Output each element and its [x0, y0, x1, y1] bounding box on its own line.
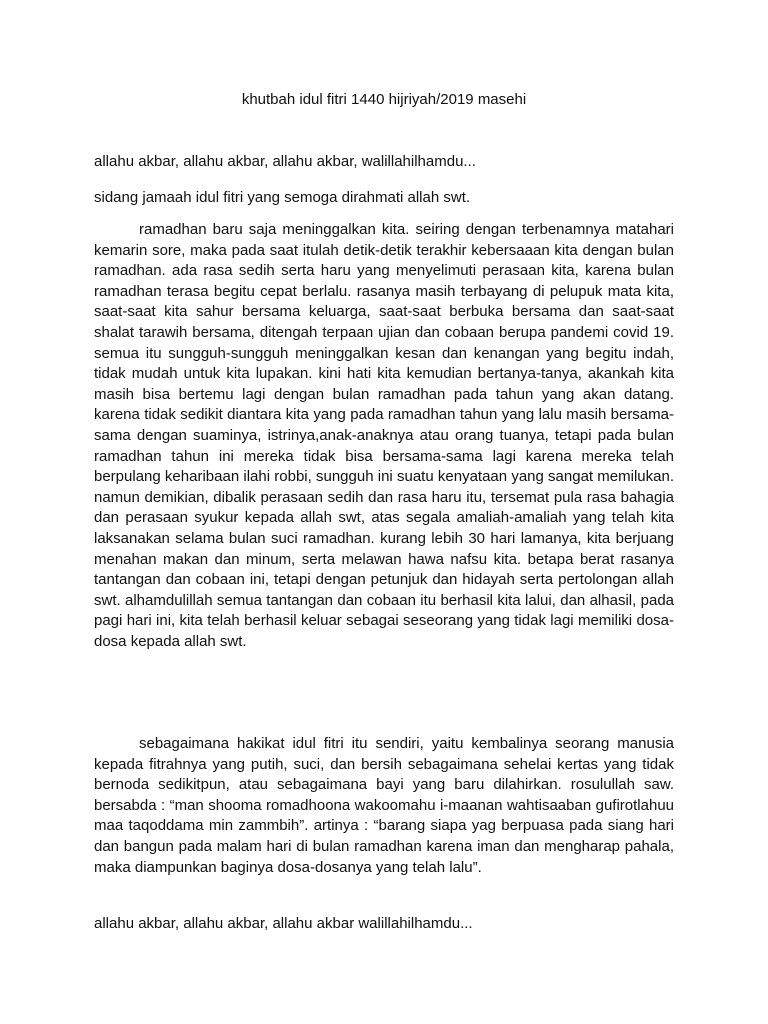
body-paragraph-2: sebagaimana hakikat idul fitri itu sendiri, yaitu kembalinya seorang manusia kepada fitrahnya yang putih, suci, dan bersih sebagaimana sehelai kertas yang tidak bernoda sedikitpun, atau sebagaimana bayi yang baru dilahirkan. rosulullah saw. bersabda : “man shooma romadhoona wakoomahu i-maanan wahtisaaban gufirotlahuu maa taqoddama min zammbih”. artinya : “barang siapa yag berpuasa pada siang hari dan bangun pada malam hari di bulan ramadhan karena iman dan mengharap pahala, maka diampunkan baginya dosa-dosanya yang telah lalu”.: [94, 735, 674, 876]
takbir-closing: allahu akbar, allahu akbar, allahu akbar walillahilhamdu...: [94, 915, 473, 932]
greeting-line: sidang jamaah idul fitri yang semoga dirahmati allah swt.: [94, 189, 471, 206]
document-title: khutbah idul fitri 1440 hijriyah/2019 masehi: [241, 91, 527, 108]
takbir-opening: allahu akbar, allahu akbar, allahu akbar, walillahilhamdu...: [94, 153, 476, 170]
body-paragraph-1: ramadhan baru saja meninggalkan kita. seiring dengan terbenamnya matahari kemarin sore, maka pada saat itulah detik-detik terakhir kebersaaan kita dengan bulan ramadhan. ada rasa sedih serta haru yang menyelimuti perasaan kita, karena bulan ramadhan terasa begitu cepat berlalu. rasanya masih terbayang di pelupuk mata kita, saat-saat kita sahur bersama keluarga, saat-saat berbuka bersama dan saat-saat shalat tarawih bersama, ditengah terpaan ujian dan cobaan berupa pandemi covid 19. semua itu sungguh-sungguh meninggalkan kesan dan kenangan yang begitu indah, tidak mudah untuk kita lupakan. kini hati kita kemudian bertanya-tanya, akankah kita masih bisa bertemu lagi dengan bulan ramadhan pada tahun yang akan datang. karena tidak sedikit diantara kita yang pada ramadhan tahun yang lalu masih bersama-sama dengan suaminya, istrinya,anak-anaknya atau orang tuanya, tetapi pada bulan ramadhan tahun ini mereka tidak bisa bersama-sama lagi karena mereka telah berpulang keharibaan ilahi robbi, sungguh ini suatu kenyataan yang sangat memilukan. namun demikian, dibalik perasaan sedih dan rasa haru itu, tersemat pula rasa bahagia dan perasaan syukur kepada allah swt, atas segala amaliah-amaliah yang telah kita laksanakan selama bulan suci ramadhan. kurang lebih 30 hari lamanya, kita berjuang menahan makan dan minum, serta melawan hawa nafsu kita. betapa berat rasanya tantangan dan cobaan ini, tetapi dengan petunjuk dan hidayah serta pertolongan allah swt. alhamdulillah semua tantangan dan cobaan itu berhasil kita lalui, dan alhasil, pada pagi hari ini, kita telah berhasil keluar sebagai seseorang yang tidak lagi memiliki dosa-dosa kepada allah swt.: [94, 221, 674, 650]
